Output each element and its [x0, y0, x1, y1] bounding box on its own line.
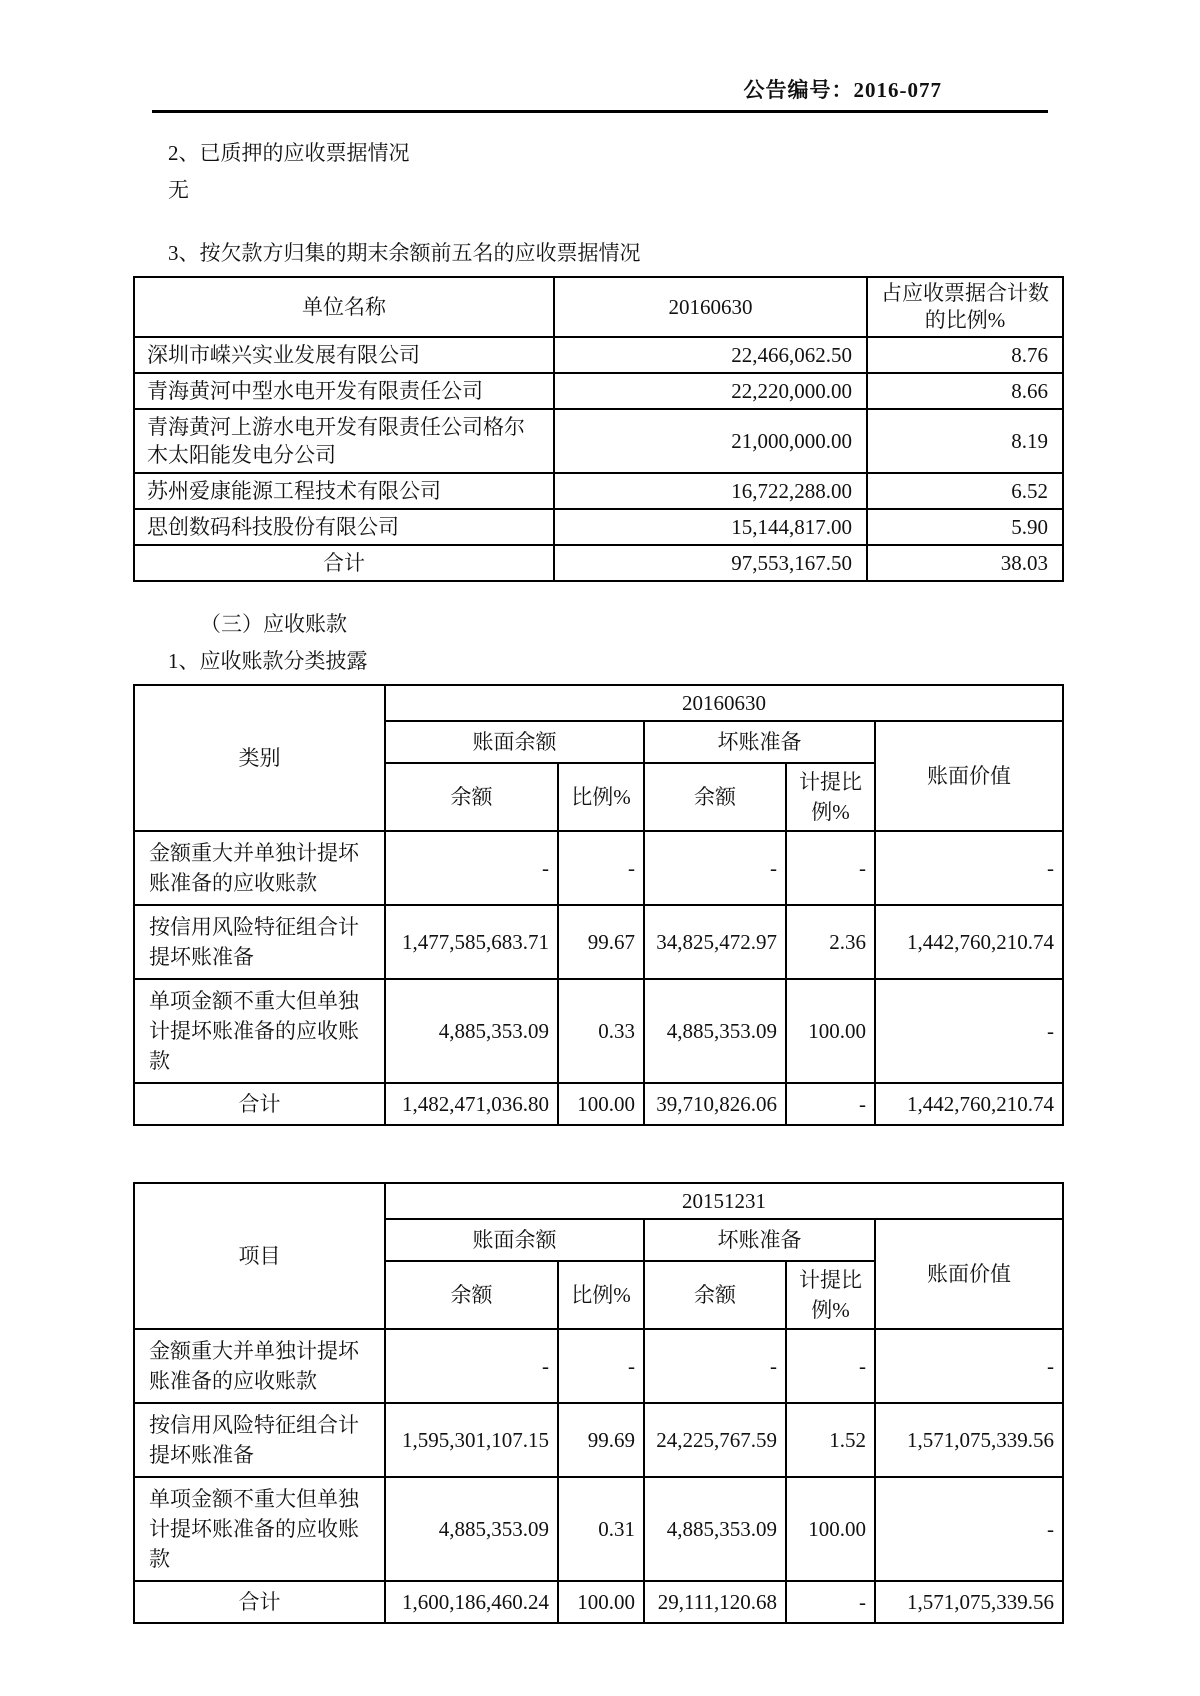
column-header-provision-balance: 余额	[644, 763, 786, 831]
total-ratio-cell: 100.00	[558, 1083, 644, 1125]
provision-ratio-cell: -	[786, 1329, 875, 1403]
column-header-period: 20160630	[385, 685, 1063, 721]
category-label-cell: 按信用风险特征组合计提坏账准备	[134, 1403, 385, 1477]
ratio-cell: 99.69	[558, 1403, 644, 1477]
column-header-carrying-value: 账面价值	[875, 721, 1063, 831]
category-label-cell: 单项金额不重大但单独计提坏账准备的应收账款	[134, 979, 385, 1083]
total-balance-cell: 1,482,471,036.80	[385, 1083, 558, 1125]
table-row	[134, 905, 1063, 979]
company-name-cell: 青海黄河中型水电开发有限责任公司	[134, 373, 554, 409]
total-provision-balance-cell: 29,111,120.68	[644, 1581, 786, 1623]
total-ratio-cell: 100.00	[558, 1581, 644, 1623]
table-row	[134, 1329, 1063, 1403]
carrying-value-cell: 1,442,760,210.74	[875, 905, 1063, 979]
table-total-row	[134, 545, 1063, 581]
column-header-period: 20160630	[554, 277, 867, 337]
provision-balance-cell: 4,885,353.09	[644, 1477, 786, 1581]
column-header-category: 类别	[134, 685, 385, 831]
ratio-cell: 99.67	[558, 905, 644, 979]
table-header-row	[134, 685, 1063, 721]
ratio-cell: 8.19	[867, 409, 1063, 473]
provision-ratio-cell: 1.52	[786, 1403, 875, 1477]
column-header-item: 项目	[134, 1183, 385, 1329]
column-header-ratio: 占应收票据合计数的比例%	[867, 277, 1063, 337]
announcement-number: 公告编号：2016-077	[743, 78, 942, 102]
category-label-cell: 按信用风险特征组合计提坏账准备	[134, 905, 385, 979]
total-label-cell: 合计	[134, 1083, 385, 1125]
provision-balance-cell: 4,885,353.09	[644, 979, 786, 1083]
section-ar-class-title: 1、应收账款分类披露	[168, 649, 368, 673]
column-header-ratio: 比例%	[558, 763, 644, 831]
column-header-period: 20151231	[385, 1183, 1063, 1219]
table-row	[134, 979, 1063, 1083]
table-total-row	[134, 1581, 1063, 1623]
column-group-bad-debt-provision: 坏账准备	[644, 1219, 875, 1261]
amount-cell: 16,722,288.00	[554, 473, 867, 509]
balance-cell: 4,885,353.09	[385, 1477, 558, 1581]
total-carrying-value-cell: 1,442,760,210.74	[875, 1083, 1063, 1125]
total-ratio-cell: 38.03	[867, 545, 1063, 581]
column-header-provision-ratio: 计提比例%	[786, 763, 875, 831]
table-total-row	[134, 1083, 1063, 1125]
column-header-ratio: 比例%	[558, 1261, 644, 1329]
section-3-title: 3、按欠款方归集的期末余额前五名的应收票据情况	[168, 241, 641, 265]
table-row	[134, 409, 1063, 473]
carrying-value-cell: -	[875, 1477, 1063, 1581]
column-group-book-balance: 账面余额	[385, 1219, 644, 1261]
total-label-cell: 合计	[134, 1581, 385, 1623]
column-header-provision-balance: 余额	[644, 1261, 786, 1329]
balance-cell: -	[385, 1329, 558, 1403]
company-name-cell: 深圳市嵘兴实业发展有限公司	[134, 337, 554, 373]
ratio-cell: 0.33	[558, 979, 644, 1083]
ratio-cell: 0.31	[558, 1477, 644, 1581]
section-2-title: 2、已质押的应收票据情况	[168, 141, 410, 165]
carrying-value-cell: -	[875, 831, 1063, 905]
balance-cell: -	[385, 831, 558, 905]
top5-notes-table	[133, 276, 1064, 582]
provision-ratio-cell: -	[786, 831, 875, 905]
company-name-cell: 青海黄河上游水电开发有限责任公司格尔木太阳能发电分公司	[134, 409, 554, 473]
column-header-balance: 余额	[385, 1261, 558, 1329]
ar-classification-table-20151231	[133, 1182, 1064, 1624]
column-header-unit-name: 单位名称	[134, 277, 554, 337]
table-row	[134, 831, 1063, 905]
table-row	[134, 509, 1063, 545]
category-label-cell: 单项金额不重大但单独计提坏账准备的应收账款	[134, 1477, 385, 1581]
header-rule	[152, 110, 1048, 113]
table-row	[134, 1403, 1063, 1477]
provision-ratio-cell: 100.00	[786, 979, 875, 1083]
table-row	[134, 1477, 1063, 1581]
ratio-cell: 8.76	[867, 337, 1063, 373]
total-provision-ratio-cell: -	[786, 1581, 875, 1623]
amount-cell: 22,466,062.50	[554, 337, 867, 373]
carrying-value-cell: 1,571,075,339.56	[875, 1403, 1063, 1477]
table-row	[134, 337, 1063, 373]
table-row	[134, 373, 1063, 409]
total-balance-cell: 1,600,186,460.24	[385, 1581, 558, 1623]
total-label-cell: 合计	[134, 545, 554, 581]
provision-balance-cell: 34,825,472.97	[644, 905, 786, 979]
ar-classification-table-20160630	[133, 684, 1064, 1126]
table-row	[134, 473, 1063, 509]
category-label-cell: 金额重大并单独计提坏账准备的应收账款	[134, 831, 385, 905]
provision-ratio-cell: 2.36	[786, 905, 875, 979]
amount-cell: 15,144,817.00	[554, 509, 867, 545]
ratio-cell: 8.66	[867, 373, 1063, 409]
column-group-book-balance: 账面余额	[385, 721, 644, 763]
ratio-cell: 6.52	[867, 473, 1063, 509]
amount-cell: 22,220,000.00	[554, 373, 867, 409]
provision-balance-cell: 24,225,767.59	[644, 1403, 786, 1477]
column-header-carrying-value: 账面价值	[875, 1219, 1063, 1329]
category-label-cell: 金额重大并单独计提坏账准备的应收账款	[134, 1329, 385, 1403]
balance-cell: 1,477,585,683.71	[385, 905, 558, 979]
column-header-balance: 余额	[385, 763, 558, 831]
column-header-provision-ratio: 计提比例%	[786, 1261, 875, 1329]
total-carrying-value-cell: 1,571,075,339.56	[875, 1581, 1063, 1623]
company-name-cell: 思创数码科技股份有限公司	[134, 509, 554, 545]
total-amount-cell: 97,553,167.50	[554, 545, 867, 581]
carrying-value-cell: -	[875, 1329, 1063, 1403]
company-name-cell: 苏州爱康能源工程技术有限公司	[134, 473, 554, 509]
provision-ratio-cell: 100.00	[786, 1477, 875, 1581]
amount-cell: 21,000,000.00	[554, 409, 867, 473]
provision-balance-cell: -	[644, 831, 786, 905]
table-header-row	[134, 277, 1063, 337]
carrying-value-cell: -	[875, 979, 1063, 1083]
column-group-bad-debt-provision: 坏账准备	[644, 721, 875, 763]
total-provision-balance-cell: 39,710,826.06	[644, 1083, 786, 1125]
table-header-row	[134, 1183, 1063, 1219]
ratio-cell: 5.90	[867, 509, 1063, 545]
balance-cell: 1,595,301,107.15	[385, 1403, 558, 1477]
ratio-cell: -	[558, 831, 644, 905]
section-ar-title: （三）应收账款	[200, 612, 347, 636]
total-provision-ratio-cell: -	[786, 1083, 875, 1125]
provision-balance-cell: -	[644, 1329, 786, 1403]
section-2-value: 无	[168, 178, 189, 202]
ratio-cell: -	[558, 1329, 644, 1403]
balance-cell: 4,885,353.09	[385, 979, 558, 1083]
